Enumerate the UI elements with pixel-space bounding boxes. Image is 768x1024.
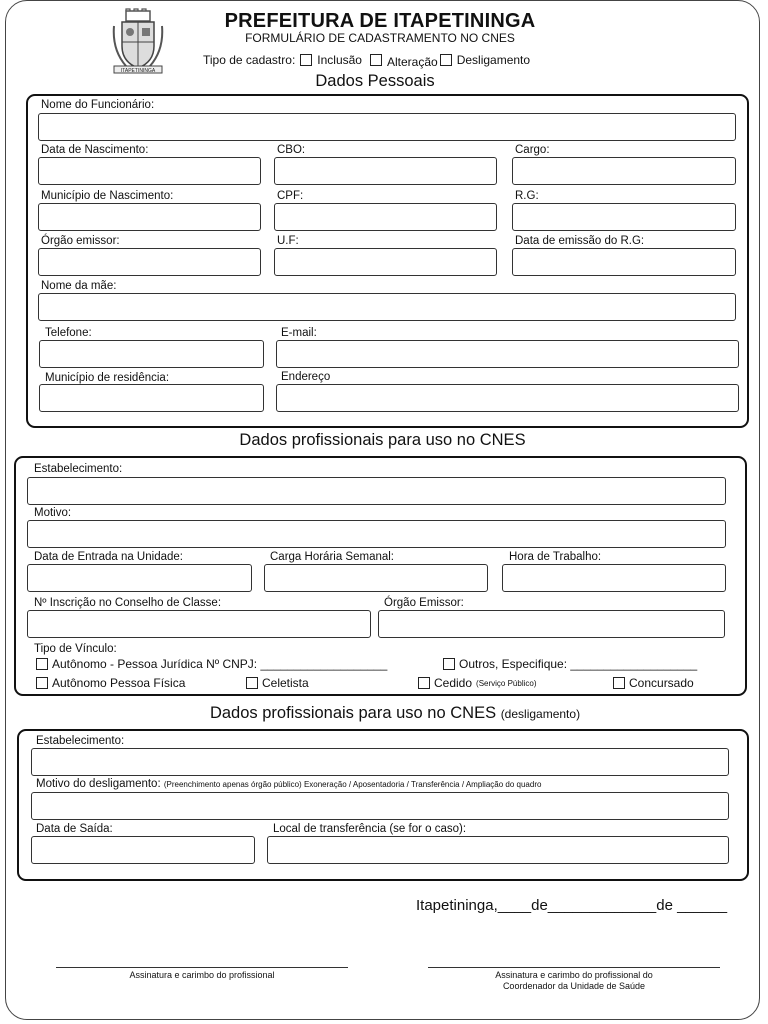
autonomo-pj-option [36, 657, 387, 671]
cedido-note: (Serviço Público) [476, 678, 537, 688]
rg-input[interactable] [512, 203, 736, 231]
autonomo-pf-option [36, 676, 185, 690]
inclusao-label: Inclusão [317, 53, 362, 67]
celetista-label: Celetista [262, 676, 309, 690]
desl-estabelecimento-input[interactable] [31, 748, 729, 776]
cbo-input[interactable] [274, 157, 497, 185]
endereco-label: Endereço [281, 371, 331, 383]
desligamento-title-suffix: (desligamento) [500, 707, 581, 721]
municipio-nascimento-input[interactable] [38, 203, 261, 231]
concursado-label: Concursado [629, 676, 694, 690]
alteracao-label: Alteração [386, 55, 438, 69]
desligamento-title-text: Dados profissionais para uso no CNES [209, 704, 497, 722]
data-entrada-input[interactable] [27, 564, 252, 592]
cbo-label: CBO: [277, 144, 306, 156]
data-saida-label: Data de Saída: [36, 823, 113, 835]
signature-line-professional [56, 967, 348, 968]
email-input[interactable] [276, 340, 739, 368]
carga-horaria-input[interactable] [264, 564, 488, 592]
nome-mae-label: Nome da mãe: [41, 280, 117, 292]
city-date-line: Itapetininga,____de_____________de ______ [416, 897, 728, 914]
signature-line-coordinator [428, 967, 720, 968]
orgao-emissor-input[interactable] [38, 248, 261, 276]
page-subtitle: FORMULÁRIO DE CADASTRAMENTO NO CNES [245, 31, 515, 45]
autonomo-pj-checkbox[interactable] [36, 658, 48, 670]
rg-label: R.G: [515, 190, 539, 202]
uf-input[interactable] [274, 248, 497, 276]
uf-label: U.F: [277, 235, 299, 247]
motivo-desligamento-input[interactable] [31, 792, 729, 820]
cedido-checkbox[interactable] [418, 677, 430, 689]
autonomo-pf-label: Autônomo Pessoa Física [52, 676, 186, 690]
inscricao-conselho-label: Nº Inscrição no Conselho de Classe: [34, 597, 222, 609]
dados-profissionais-title: Dados profissionais para uso no CNES [239, 431, 526, 449]
tipo-vinculo-label: Tipo de Vínculo: [34, 643, 117, 655]
email-label: E-mail: [281, 327, 317, 339]
inclusao-checkbox[interactable] [300, 54, 312, 66]
nome-input[interactable] [38, 113, 736, 141]
desl-estabelecimento-label: Estabelecimento: [36, 735, 125, 747]
endereco-input[interactable] [276, 384, 739, 412]
desligamento-checkbox[interactable] [440, 54, 452, 66]
local-transferencia-label: Local de transferência (se for o caso): [273, 823, 467, 835]
municipio-nascimento-label: Município de Nascimento: [41, 190, 174, 202]
outros-option [443, 657, 697, 671]
nascimento-label: Data de Nascimento: [41, 144, 149, 156]
cargo-label: Cargo: [515, 144, 550, 156]
data-emissao-rg-label: Data de emissão do R.G: [515, 235, 645, 247]
hora-trabalho-label: Hora de Trabalho: [509, 551, 602, 563]
crest-ribbon-text: ITAPETININGA [120, 68, 156, 74]
cpf-input[interactable] [274, 203, 497, 231]
outros-checkbox[interactable] [443, 658, 455, 670]
orgao-emissor-prof-input[interactable] [378, 610, 725, 638]
celetista-option [246, 676, 309, 690]
motivo-desligamento-label [36, 778, 541, 790]
motivo-desligamento-note: (Preenchimento apenas órgão público) Exoneração / Aposentadoria / Transferência / Ampliação do quadro [163, 780, 542, 789]
data-saida-input[interactable] [31, 836, 255, 864]
hora-trabalho-input[interactable] [502, 564, 726, 592]
cpf-label: CPF: [277, 190, 304, 202]
municipio-residencia-label: Município de residência: [45, 372, 170, 384]
cargo-input[interactable] [512, 157, 736, 185]
motivo-input[interactable] [27, 520, 726, 548]
tipo-cadastro-label: Tipo de cadastro: [203, 53, 296, 67]
cedido-option [418, 676, 537, 690]
inscricao-conselho-input[interactable] [27, 610, 371, 638]
data-emissao-rg-input[interactable] [512, 248, 736, 276]
orgao-emissor-prof-label: Órgão Emissor: [384, 597, 464, 609]
alteracao-checkbox[interactable] [370, 54, 382, 66]
motivo-desligamento-text: Motivo do desligamento: [36, 778, 161, 790]
signature-coordinator-line1: Assinatura e carimbo do profissional do [495, 970, 653, 980]
data-entrada-label: Data de Entrada na Unidade: [34, 551, 183, 563]
telefone-input[interactable] [39, 340, 264, 368]
autonomo-pj-label: Autônomo - Pessoa Jurídica Nº CNPJ: ___________________ [52, 657, 388, 671]
local-transferencia-input[interactable] [267, 836, 729, 864]
nascimento-input[interactable] [38, 157, 261, 185]
desligamento-label: Desligamento [456, 53, 531, 67]
carga-horaria-label: Carga Horária Semanal: [270, 551, 395, 563]
autonomo-pf-checkbox[interactable] [36, 677, 48, 689]
city-crest-icon [110, 8, 166, 80]
municipio-residencia-input[interactable] [39, 384, 264, 412]
celetista-checkbox[interactable] [246, 677, 258, 689]
cedido-label: Cedido [434, 676, 473, 690]
signature-coordinator-line2: Coordenador da Unidade de Saúde [502, 981, 646, 991]
nome-mae-input[interactable] [38, 293, 736, 321]
signature-label-professional: Assinatura e carimbo do profissional [129, 970, 275, 980]
dados-pessoais-title: Dados Pessoais [315, 72, 435, 90]
telefone-label: Telefone: [45, 327, 92, 339]
tipo-cadastro-row [203, 51, 530, 69]
estabelecimento-label: Estabelecimento: [34, 463, 123, 475]
desligamento-title [150, 704, 640, 723]
nome-label: Nome do Funcionário: [41, 99, 155, 111]
outros-label: Outros, Especifique: ___________________ [459, 657, 698, 671]
concursado-checkbox[interactable] [613, 677, 625, 689]
estabelecimento-input[interactable] [27, 477, 726, 505]
page-title: PREFEITURA DE ITAPETININGA [224, 10, 536, 32]
orgao-emissor-label: Órgão emissor: [41, 235, 120, 247]
signature-label-coordinator [428, 970, 720, 992]
motivo-label: Motivo: [34, 507, 72, 519]
concursado-option [613, 676, 694, 690]
